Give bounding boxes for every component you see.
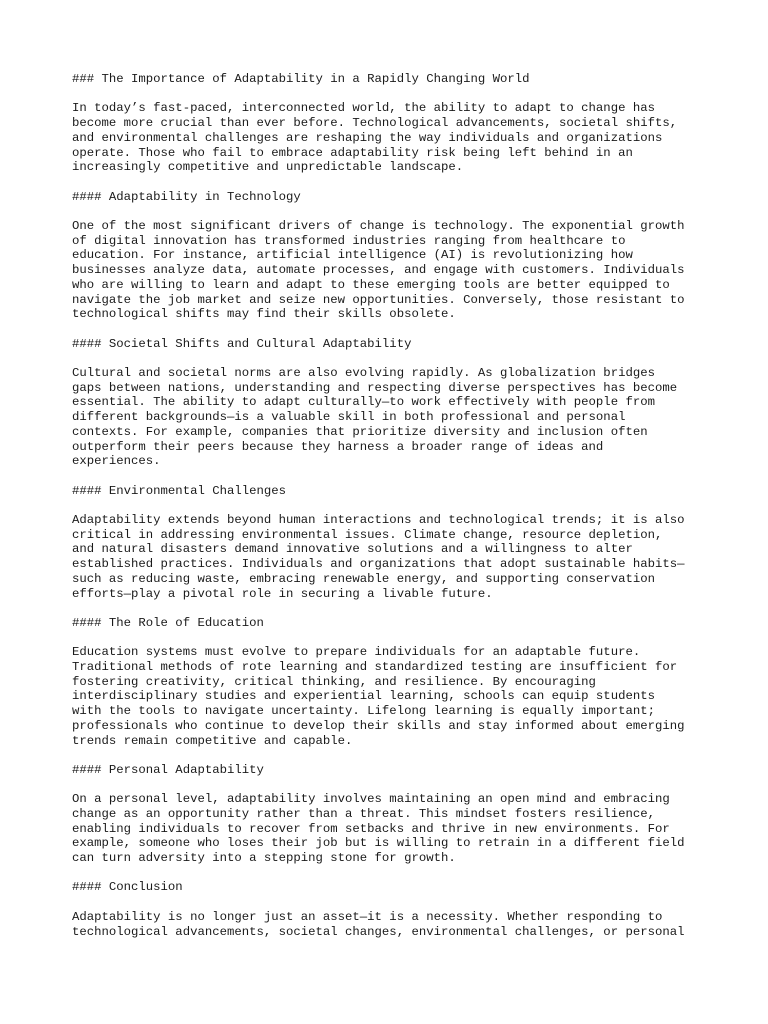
text-line: different backgrounds—is a valuable skill in both professional and personal <box>72 410 626 425</box>
paragraph <box>72 910 712 939</box>
section-heading <box>72 484 712 499</box>
text-line: Adaptability is no longer just an asset—it is a necessity. Whether responding to <box>72 909 663 924</box>
paragraph <box>72 366 712 469</box>
paragraph <box>72 645 712 748</box>
text-line: example, someone who loses their job but is willing to retrain in a different field <box>72 836 685 851</box>
text-line: become more crucial than ever before. Technological advancements, societal shifts, <box>72 116 678 131</box>
section-heading <box>72 72 712 87</box>
section-heading <box>72 880 712 895</box>
section-heading <box>72 190 712 205</box>
text-line: enabling individuals to recover from setbacks and thrive in new environments. For <box>72 821 670 836</box>
section-heading <box>72 763 712 778</box>
text-line: education. For instance, artificial intelligence (AI) is revolutionizing how <box>72 248 633 263</box>
text-line: and natural disasters demand innovative solutions and a willingness to alter <box>72 542 633 557</box>
text-line: established practices. Individuals and organizations that adopt sustainable habits— <box>72 557 685 572</box>
paragraph <box>72 219 712 322</box>
text-line: change as an opportunity rather than a threat. This mindset fosters resilience, <box>72 806 655 821</box>
text-line: trends remain competitive and capable. <box>72 733 353 748</box>
paragraph <box>72 101 712 175</box>
text-line: experiences. <box>72 454 161 469</box>
text-line: On a personal level, adaptability involves maintaining an open mind and embracing <box>72 792 670 807</box>
text-line: increasingly competitive and unpredictable landscape. <box>72 160 464 175</box>
text-line: Cultural and societal norms are also evolving rapidly. As globalization bridges <box>72 365 655 380</box>
text-line: #### Adaptability in Technology <box>72 189 301 204</box>
text-line: navigate the job market and seize new opportunities. Conversely, those resistant to <box>72 292 685 307</box>
text-line: Adaptability extends beyond human interactions and technological trends; it is also <box>72 512 685 527</box>
text-line: efforts—play a pivotal role in securing a livable future. <box>72 586 493 601</box>
text-line: technological shifts may find their skills obsolete. <box>72 307 456 322</box>
text-line: #### The Role of Education <box>72 615 264 630</box>
text-line: #### Environmental Challenges <box>72 483 287 498</box>
text-line: contexts. For example, companies that prioritize diversity and inclusion often <box>72 424 648 439</box>
text-line: #### Conclusion <box>72 880 183 895</box>
text-line: outperform their peers because they harness a broader range of ideas and <box>72 439 604 454</box>
text-line: #### Societal Shifts and Cultural Adaptability <box>72 336 412 351</box>
text-line: One of the most significant drivers of change is technology. The exponential growth <box>72 218 685 233</box>
text-line: professionals who continue to develop their skills and stay informed about emerging <box>72 718 685 733</box>
text-line: In today’s fast-paced, interconnected world, the ability to adapt to change has <box>72 101 655 116</box>
text-line: interdisciplinary studies and experiential learning, schools can equip students <box>72 689 655 704</box>
text-line: #### Personal Adaptability <box>72 762 264 777</box>
text-line: of digital innovation has transformed industries ranging from healthcare to <box>72 233 626 248</box>
text-line: critical in addressing environmental issues. Climate change, resource depletion, <box>72 527 663 542</box>
text-line: ### The Importance of Adaptability in a Rapidly Changing World <box>72 72 530 86</box>
document-body <box>72 72 712 954</box>
text-line: fostering creativity, critical thinking, and resilience. By encouraging <box>72 674 596 689</box>
paragraph <box>72 792 712 866</box>
text-line: and environmental challenges are reshaping the way individuals and organizations <box>72 130 663 145</box>
text-line: Traditional methods of rote learning and standardized testing are insufficient for <box>72 659 678 674</box>
text-line: technological advancements, societal changes, environmental challenges, or personal <box>72 924 685 939</box>
text-line: with the tools to navigate uncertainty. Lifelong learning is equally important; <box>72 704 655 719</box>
paragraph <box>72 513 712 601</box>
text-line: essential. The ability to adapt culturally—to work effectively with people from <box>72 395 655 410</box>
text-line: Education systems must evolve to prepare individuals for an adaptable future. <box>72 645 641 660</box>
text-line: gaps between nations, understanding and respecting diverse perspectives has become <box>72 380 678 395</box>
text-line: operate. Those who fail to embrace adaptability risk being left behind in an <box>72 145 633 160</box>
section-heading <box>72 337 712 352</box>
text-line: who are willing to learn and adapt to these emerging tools are better equipped to <box>72 277 670 292</box>
text-line: can turn adversity into a stepping stone for growth. <box>72 851 456 866</box>
text-line: businesses analyze data, automate processes, and engage with customers. Individuals <box>72 263 685 278</box>
text-line: such as reducing waste, embracing renewable energy, and supporting conservation <box>72 571 655 586</box>
section-heading <box>72 616 712 631</box>
